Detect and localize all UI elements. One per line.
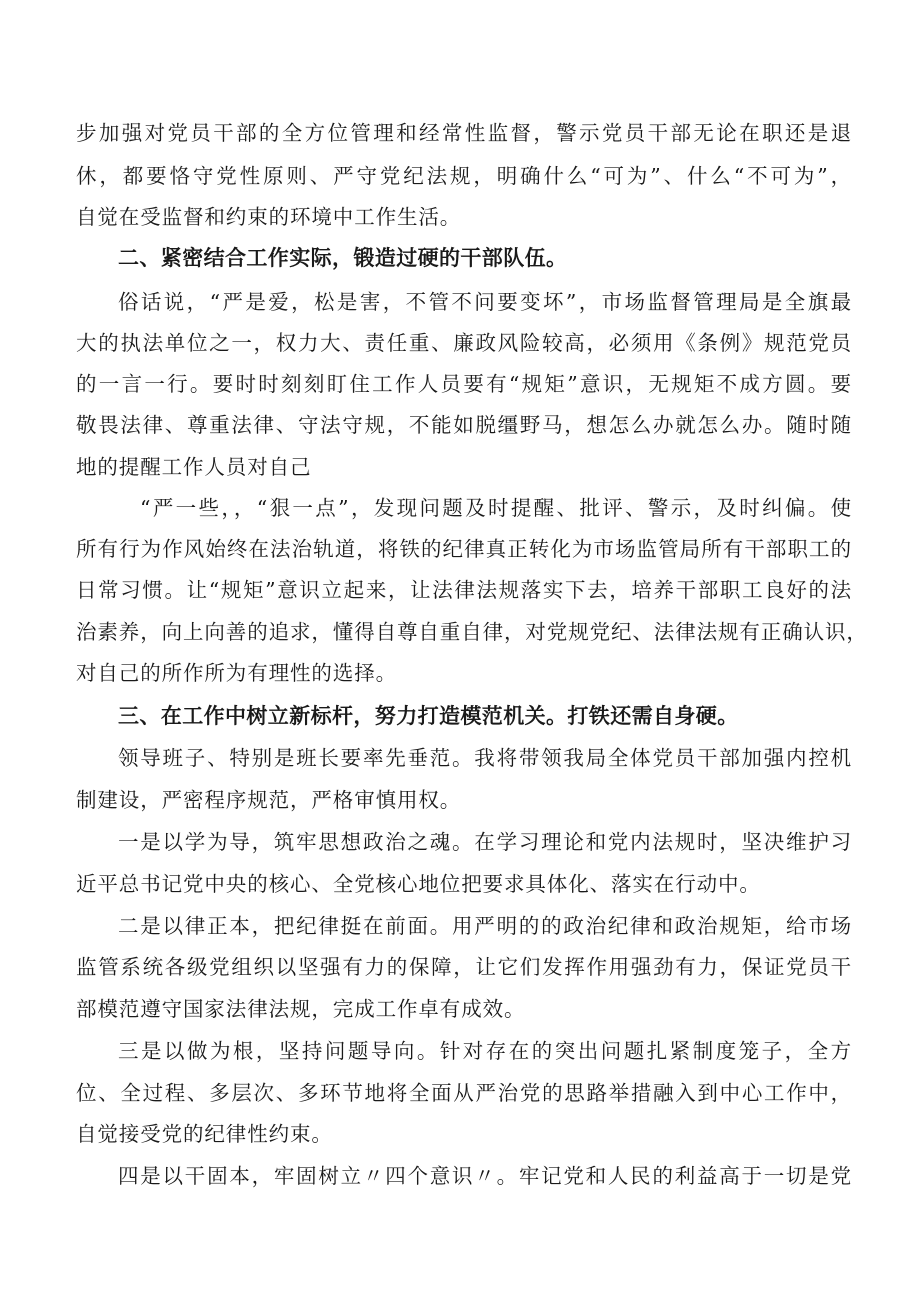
paragraph-line: 近平总书记党中央的核心、全党核心地位把要求具体化、落实在行动中。 <box>76 872 761 896</box>
paragraph-line: 三是以做为根，坚持问题导向。针对存在的突出问题扎紧制度笼子，全方 <box>118 1039 852 1063</box>
paragraph-line: 部模范遵守国家法律法规，完成工作卓有成效。 <box>76 997 526 1021</box>
paragraph-line: 俗话说，“严是爱，松是害，不管不问要变坏”，市场监督管理局是全旗最 <box>118 290 852 314</box>
paragraph-line: 大的执法单位之一，权力大、责任重、廉政风险较高，必须用《条例》规范党员 <box>76 331 852 355</box>
section-heading-2: 二、紧密结合工作实际，锻造过硬的干部队伍。 <box>118 246 568 270</box>
paragraph-line: 四是以干固本，牢固树立〃四个意识〃。牢记党和人民的利益高于一切是党 <box>118 1164 852 1188</box>
paragraph-line: 二是以律正本，把纪律挺在前面。用严明的的政治纪律和政治规矩，给市场 <box>118 914 852 938</box>
paragraph-line: 监管系统各级党组织以坚强有力的保障，让它们发挥作用强劲有力，保证党员干 <box>76 955 852 979</box>
paragraph-line: 日常习惯。让“规矩”意识立起来，让法律法规落实下去，培养干部职工良好的法 <box>76 578 852 602</box>
paragraph-line: 制建设，严密程序规范，严格审慎用权。 <box>76 788 462 812</box>
paragraph-line: 自觉在受监督和约束的环境中工作生活。 <box>76 205 462 229</box>
paragraph-line: 地的提醒工作人员对自己 <box>76 455 312 479</box>
paragraph-line: 一是以学为导，筑牢思想政治之魂。在学习理论和党内法规时，坚决维护习 <box>118 830 852 854</box>
paragraph-line: 对自己的所作所为有理性的选择。 <box>76 661 397 685</box>
paragraph-line: 休，都要恪守党性原则、严守党纪法规，明确什么“可为”、什么“不可为”， <box>76 164 852 188</box>
section-heading-3: 三、在工作中树立新标杆，努力打造模范机关。打铁还需自身硬。 <box>118 704 739 728</box>
paragraph-line: 自觉接受党的纪律性约束。 <box>76 1122 333 1146</box>
paragraph-line: 的一言一行。要时时刻刻盯住工作人员要有“规矩”意识，无规矩不成方圆。要 <box>76 372 852 396</box>
paragraph-line: “严一些，，“狠一点”，发现问题及时提醒、批评、警示，及时纠偏。使 <box>140 496 852 520</box>
paragraph-line: 领导班子、特别是班长要率先垂范。我将带领我局全体党员干部加强内控机 <box>118 746 852 770</box>
paragraph-line: 敬畏法律、尊重法律、守法守规，不能如脱缰野马，想怎么办就怎么办。随时随 <box>76 413 852 437</box>
paragraph-line: 治素养，向上向善的追求，懂得自尊自重自律，对党规党纪、法律法规有正确认识， <box>76 620 868 644</box>
paragraph-line: 位、全过程、多层次、多环节地将全面从严治党的思路举措融入到中心工作中， <box>76 1081 852 1105</box>
paragraph-line: 所有行为作风始终在法治轨道，将铁的纪律真正转化为市场监管局所有干部职工的 <box>76 537 852 561</box>
paragraph-line: 步加强对党员干部的全方位管理和经常性监督，警示党员干部无论在职还是退 <box>76 121 852 145</box>
